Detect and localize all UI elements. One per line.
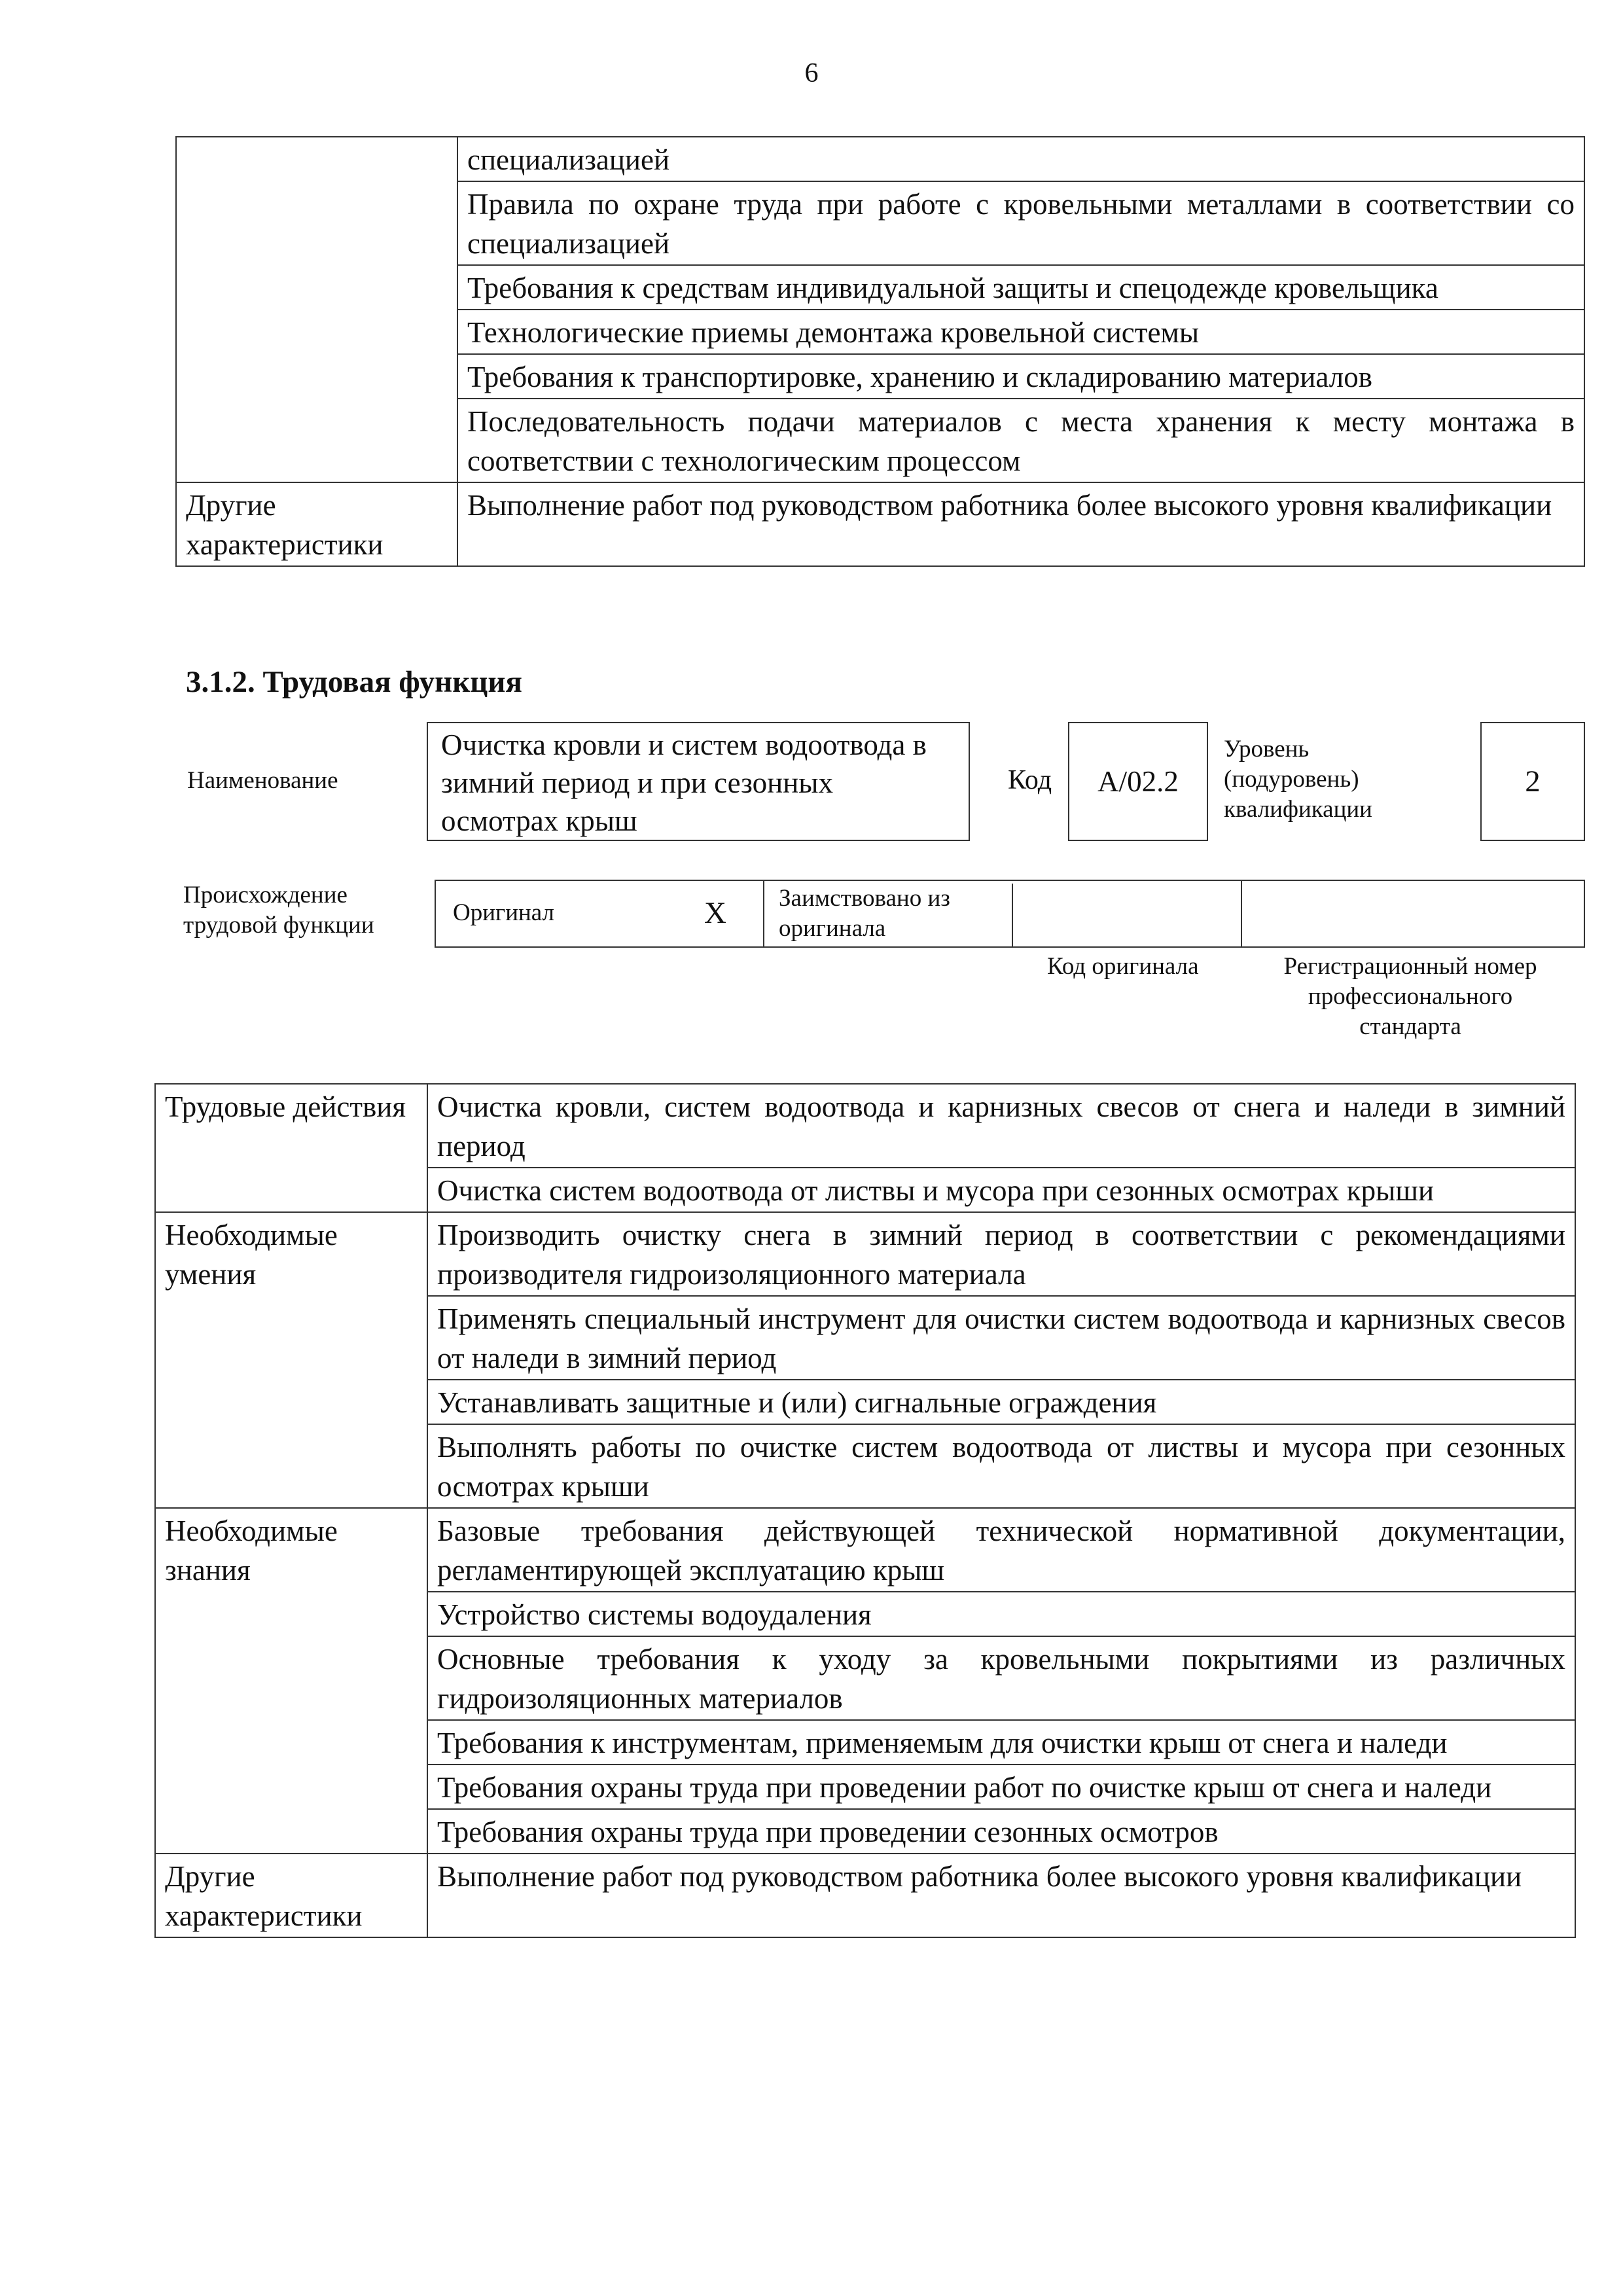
table-cell: Очистка систем водоотвода от листвы и мусора при сезонных осмотрах крыши xyxy=(427,1168,1575,1212)
origin-label: Происхождение трудовой функции xyxy=(183,882,374,939)
table-cell: Выполнять работы по очистке систем водоотвода от листвы и мусора при сезонных осмотрах крыши xyxy=(427,1424,1575,1508)
table-cell-label: Другие характеристики xyxy=(176,482,457,566)
borrowed-label: Заимствовано из оригинала xyxy=(779,885,950,942)
reg-number-caption: Регистрационный номер профессионального стандарта xyxy=(1283,953,1537,1040)
table-row xyxy=(176,482,1584,566)
table-cell-label: Необходимые умения xyxy=(155,1212,427,1508)
reg-number-cell xyxy=(1242,881,1584,946)
top-table xyxy=(175,136,1585,567)
table-cell: Требования к средствам индивидуальной защиты и спецодежде кровельщика xyxy=(457,265,1584,310)
table-cell: Устройство системы водоудаления xyxy=(427,1592,1575,1636)
table-cell-label: Трудовые действия xyxy=(155,1084,427,1212)
code-value-box xyxy=(1068,722,1208,841)
level-value: 2 xyxy=(1525,764,1541,798)
table-cell: Применять специальный инструмент для очистки систем водоотвода и карнизных свесов от наледи в зимний период xyxy=(427,1296,1575,1380)
table-cell: Последовательность подачи материалов с места хранения к месту монтажа в соответствии с технологическим процессом xyxy=(457,399,1584,482)
level-label: Уровень (подуровень) квалификации xyxy=(1224,736,1372,823)
table-cell: Выполнение работ под руководством работника более высокого уровня квалификации xyxy=(427,1854,1575,1937)
original-label: Оригинал xyxy=(453,899,555,926)
table-cell: специализацией xyxy=(457,137,1584,181)
table-row xyxy=(155,1854,1575,1937)
table-cell: Требования к инструментам, применяемым для очистки крыш от снега и наледи xyxy=(427,1720,1575,1765)
table-cell-label: Необходимые знания xyxy=(155,1508,427,1854)
table-row xyxy=(155,1508,1575,1592)
level-value-box xyxy=(1480,722,1585,841)
table-row xyxy=(176,137,1584,181)
table-cell: Технологические приемы демонтажа кровельной системы xyxy=(457,310,1584,354)
section-title: 3.1.2. Трудовая функция xyxy=(186,665,522,699)
borrowed-cell xyxy=(764,884,1013,946)
main-table xyxy=(154,1083,1576,1938)
original-mark: X xyxy=(704,896,726,930)
table-cell-label: Другие характеристики xyxy=(155,1854,427,1937)
table-row xyxy=(155,1212,1575,1296)
table-cell: Требования к транспортировке, хранению и складированию материалов xyxy=(457,354,1584,399)
code-label: Код xyxy=(1008,765,1052,795)
table-cell: Выполнение работ под руководством работника более высокого уровня квалификации xyxy=(457,482,1584,566)
original-cell xyxy=(436,881,764,946)
origin-box xyxy=(435,880,1585,948)
code-original-cell xyxy=(1014,881,1242,946)
code-original-caption: Код оригинала xyxy=(1047,953,1199,980)
code-value: А/02.2 xyxy=(1097,765,1179,798)
table-cell: Требования охраны труда при проведении работ по очистке крыш от снега и наледи xyxy=(427,1765,1575,1809)
table-cell: Правила по охране труда при работе с кровельными металлами в соответствии со специализацией xyxy=(457,181,1584,265)
name-value: Очистка кровли и систем водоотвода в зимний период и при сезонных осмотрах крыш xyxy=(441,728,927,837)
table-row xyxy=(155,1084,1575,1168)
table-cell: Основные требования к уходу за кровельными покрытиями из различных гидроизоляционных материалов xyxy=(427,1636,1575,1720)
name-label: Наименование xyxy=(187,767,338,794)
name-value-box xyxy=(427,722,970,841)
table-cell: Требования охраны труда при проведении сезонных осмотров xyxy=(427,1809,1575,1854)
table-cell: Производить очистку снега в зимний период в соответствии с рекомендациями производителя гидроизоляционного материала xyxy=(427,1212,1575,1296)
table-cell: Устанавливать защитные и (или) сигнальные ограждения xyxy=(427,1380,1575,1424)
table-cell: Базовые требования действующей технической нормативной документации, регламентирующей эксплуатацию крыш xyxy=(427,1508,1575,1592)
table-cell-left xyxy=(176,137,457,482)
page-number: 6 xyxy=(804,58,819,88)
table-cell: Очистка кровли, систем водоотвода и карнизных свесов от снега и наледи в зимний период xyxy=(427,1084,1575,1168)
